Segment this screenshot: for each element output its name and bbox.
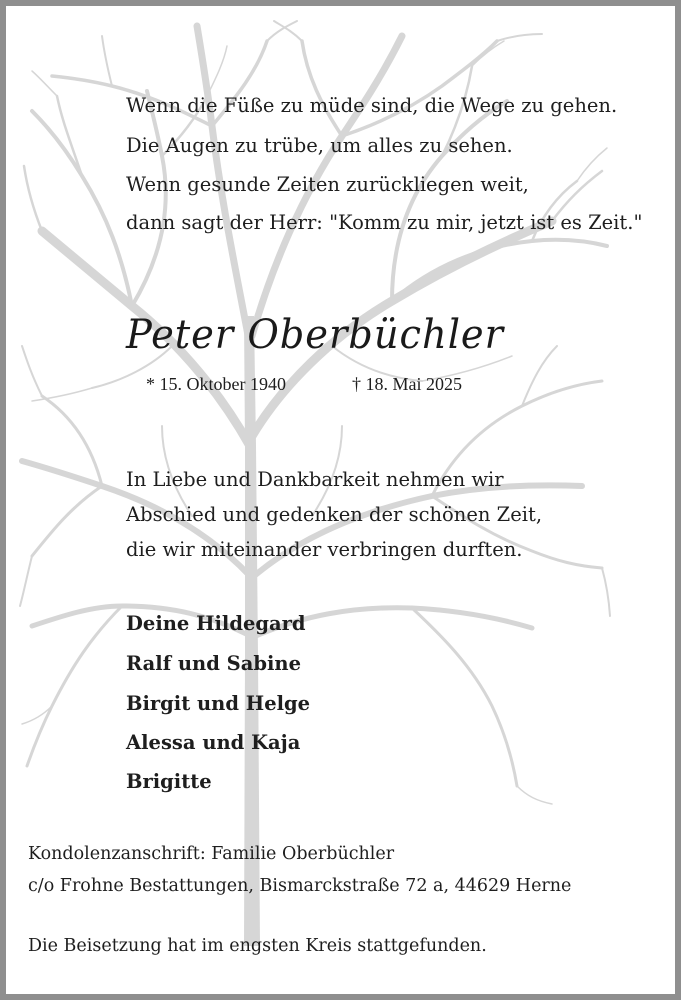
poem-line-1: Wenn die Füße zu müde sind, die Wege zu gehen.: [126, 94, 618, 117]
condolence-address-line-2: c/o Frohne Bestattungen, Bismarckstraße 72 a, 44629 Herne: [28, 876, 572, 896]
poem-line-3: Wenn gesunde Zeiten zurückliegen weit,: [126, 173, 529, 196]
family-member: Brigitte: [126, 770, 212, 793]
message-line-2: Abschied und gedenken der schönen Zeit,: [126, 503, 543, 526]
family-member: Alessa und Kaja: [126, 731, 301, 754]
message-line-1: In Liebe und Dankbarkeit nehmen wir: [126, 468, 504, 491]
birth-date: * 15. Oktober 1940: [146, 374, 286, 394]
death-date: † 18. Mai 2025: [352, 374, 462, 394]
poem-line-4: dann sagt der Herr: "Komm zu mir, jetzt ist es Zeit.": [126, 211, 643, 234]
family-member: Ralf und Sabine: [126, 652, 301, 675]
deceased-name: Peter Oberbüchler: [126, 312, 504, 358]
poem-line-2: Die Augen zu trübe, um alles zu sehen.: [126, 134, 513, 157]
burial-note: Die Beisetzung hat im engsten Kreis stattgefunden.: [28, 936, 487, 956]
message-line-3: die wir miteinander verbringen durften.: [126, 538, 523, 561]
family-member: Deine Hildegard: [126, 612, 306, 635]
family-member: Birgit und Helge: [126, 692, 311, 715]
condolence-address-line-1: Kondolenzanschrift: Familie Oberbüchler: [28, 844, 395, 864]
